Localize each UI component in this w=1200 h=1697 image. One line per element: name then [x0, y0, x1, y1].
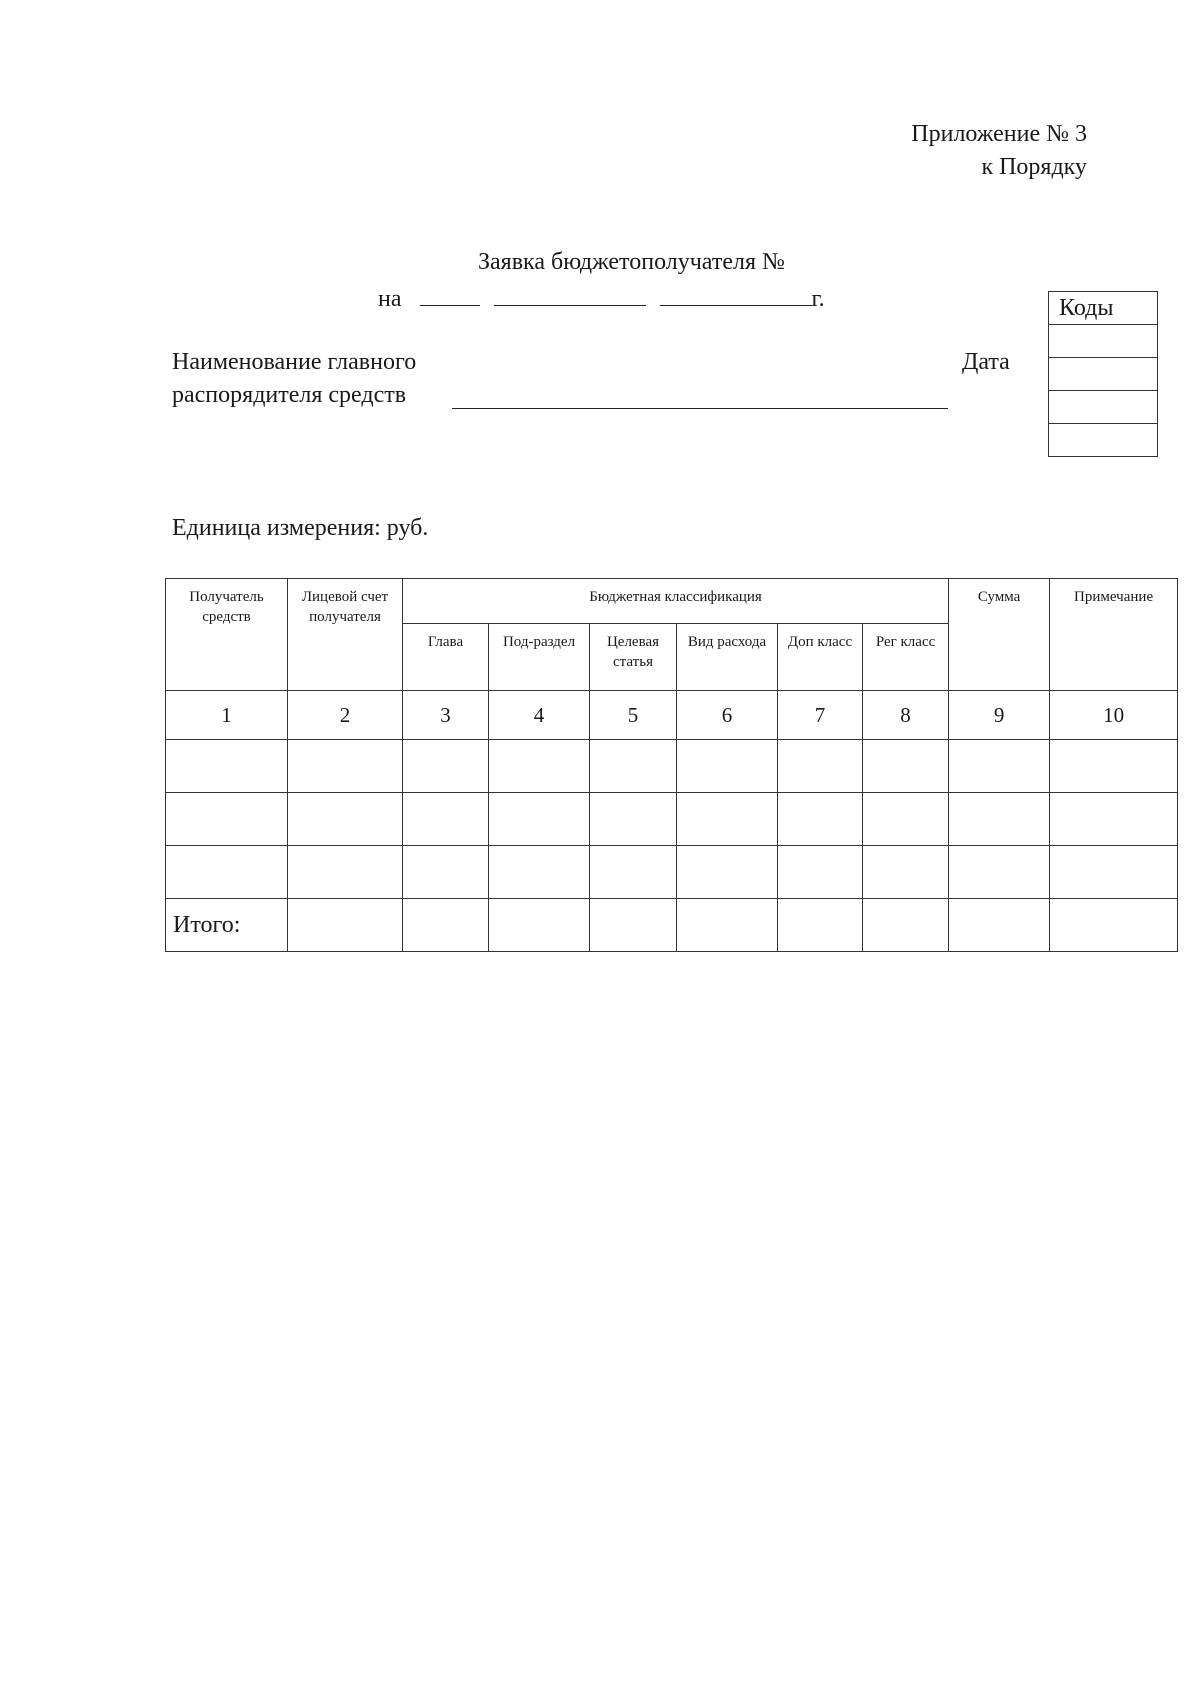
column-numbers-row — [166, 691, 1178, 740]
table-cell — [778, 899, 863, 952]
table-cell — [590, 793, 677, 846]
column-number: 7 — [778, 691, 863, 740]
column-number: 6 — [677, 691, 778, 740]
year-blank — [660, 283, 812, 306]
table-cell — [403, 899, 489, 952]
header-chapter: Глава — [403, 624, 489, 691]
table-cell — [1050, 793, 1178, 846]
codes-table — [1048, 291, 1158, 457]
appendix-order: к Порядку — [981, 154, 1087, 180]
month-blank — [494, 283, 646, 306]
column-number: 2 — [288, 691, 403, 740]
table-cell — [288, 846, 403, 899]
table-cell — [863, 740, 949, 793]
table-cell — [489, 740, 590, 793]
main-manager-blank — [452, 408, 948, 409]
column-number: 5 — [590, 691, 677, 740]
table-row — [166, 740, 1178, 793]
codes-cell — [1049, 391, 1158, 424]
table-cell — [288, 740, 403, 793]
document-title: Заявка бюджетополучателя № — [478, 249, 785, 275]
table-cell — [288, 793, 403, 846]
column-number: 8 — [863, 691, 949, 740]
unit-label: Единица измерения: руб. — [172, 515, 429, 541]
date-line — [378, 283, 825, 313]
table-cell — [489, 899, 590, 952]
total-label: Итого: — [166, 899, 288, 952]
header-budget-classification: Бюджетная классификация — [403, 579, 949, 624]
header-recipient: Получатель средств — [166, 579, 288, 691]
table-cell — [778, 740, 863, 793]
request-table — [165, 578, 1178, 952]
column-number: 10 — [1050, 691, 1178, 740]
table-cell — [1050, 846, 1178, 899]
column-number: 1 — [166, 691, 288, 740]
table-row — [166, 793, 1178, 846]
codes-header: Коды — [1049, 292, 1158, 325]
table-cell — [590, 899, 677, 952]
header-note: Примечание — [1050, 579, 1178, 691]
column-number: 9 — [949, 691, 1050, 740]
main-manager-label-line2: распорядителя средств — [172, 382, 407, 408]
table-cell — [778, 846, 863, 899]
table-cell — [166, 846, 288, 899]
table-cell — [778, 793, 863, 846]
table-cell — [863, 899, 949, 952]
header-target-article: Целевая статья — [590, 624, 677, 691]
table-cell — [489, 846, 590, 899]
table-cell — [590, 846, 677, 899]
table-cell — [1050, 740, 1178, 793]
table-cell — [863, 846, 949, 899]
table-cell — [166, 793, 288, 846]
codes-cell — [1049, 325, 1158, 358]
table-cell — [677, 740, 778, 793]
table-cell — [949, 740, 1050, 793]
table-cell — [949, 846, 1050, 899]
table-cell — [863, 793, 949, 846]
table-cell — [288, 899, 403, 952]
table-cell — [949, 899, 1050, 952]
appendix-number: Приложение № 3 — [911, 121, 1087, 147]
table-cell — [949, 793, 1050, 846]
appendix-reference — [911, 118, 1087, 184]
column-number: 3 — [403, 691, 489, 740]
column-number: 4 — [489, 691, 590, 740]
table-cell — [677, 899, 778, 952]
header-account: Лицевой счет получателя — [288, 579, 403, 691]
total-row — [166, 899, 1178, 952]
table-cell — [403, 793, 489, 846]
table-row — [166, 846, 1178, 899]
codes-cell — [1049, 358, 1158, 391]
table-cell — [403, 740, 489, 793]
day-blank — [420, 283, 480, 306]
table-cell — [677, 846, 778, 899]
table-cell — [489, 793, 590, 846]
header-subsection: Под-раздел — [489, 624, 590, 691]
codes-cell — [1049, 424, 1158, 457]
table-cell — [677, 793, 778, 846]
main-manager-label — [172, 346, 416, 412]
date-label: Дата — [962, 349, 1010, 375]
main-manager-label-line1: Наименование главного — [172, 349, 417, 375]
table-cell — [590, 740, 677, 793]
header-expense-type: Вид расхода — [677, 624, 778, 691]
date-prefix: на — [378, 286, 402, 312]
date-suffix: г. — [811, 286, 825, 312]
header-additional-class: Доп класс — [778, 624, 863, 691]
table-cell — [403, 846, 489, 899]
table-cell — [166, 740, 288, 793]
table-cell — [1050, 899, 1178, 952]
header-regional-class: Рег класс — [863, 624, 949, 691]
header-sum: Сумма — [949, 579, 1050, 691]
